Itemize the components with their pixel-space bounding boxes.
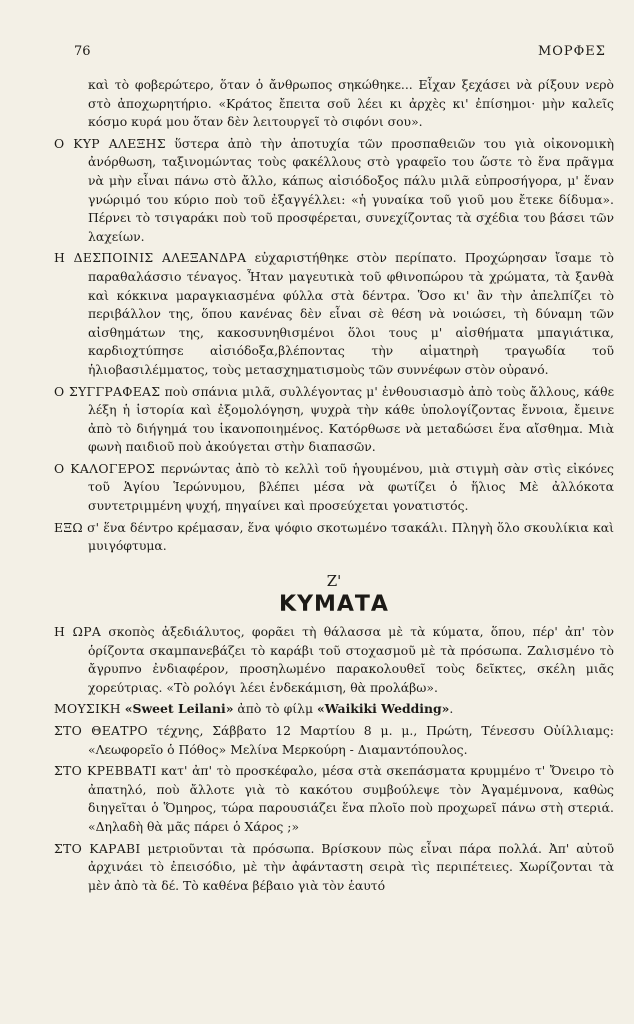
paragraph-lead: ΜΟΥΣΙΚΗ	[54, 701, 121, 717]
paragraph-lead: Η ΩΡΑ	[54, 624, 102, 640]
paragraph-karavi	[54, 840, 614, 896]
running-head: ΜΟΡΦΕΣ	[537, 44, 606, 59]
paragraph-lead: ΣΤΟ ΘΕΑΤΡΟ	[54, 723, 148, 738]
page-header	[74, 44, 606, 64]
paragraph-text: σκοπὸς ἀξεδιάλυτος, φορᾶει τὴ θάλασσα μὲ τὰ κύματα, ὅπου, πέρ' ἀπ' τὸν ὁρίζοντα σκαμπανεβάζει τὸ καράβι τοῦ στοχασμοῦ μὲ τὰ πρόσωπα. Ζαλισμένο τὸ ἄγρυπνο ἐνδιαφέρον, προσηλωμένο παρακολουθεῖ τοὺς δεῖκτες, σκέλη μιᾶς χορεύτριας. «Τὸ ρολόγι λέει ἑνδεκάμιση, θὰ προλάβω».	[88, 624, 614, 695]
paragraph-continuation	[54, 76, 614, 132]
paragraph-lead: Ο ΣΥΓΓΡΑΦΕΑΣ	[54, 383, 161, 399]
song-title: «Sweet Leilani»	[124, 701, 234, 717]
paragraph-lead: ΣΤΟ ΚΑΡΑΒΙ	[54, 840, 141, 856]
paragraph-lead: ΣΤΟ ΚΡΕΒΒΑΤΙ	[54, 763, 157, 779]
paragraph-lead: Η ΔΕΣΠΟΙΝΙΣ ΑΛΕΞΑΝΔΡΑ	[54, 250, 247, 266]
paragraph-kalogeros	[54, 460, 614, 516]
page-number: 76	[74, 44, 91, 59]
paragraph-text: σ' ἕνα δέντρο κρέμασαν, ἕνα ψόφιο σκοτωμένο τσακάλι. Πληγὴ ὅλο σκουλίκια καὶ μυιγόφτυμα.	[82, 519, 614, 554]
paragraph-text-end: .	[449, 701, 454, 717]
paragraph-syggrafeas	[54, 383, 614, 457]
paragraph-text: κατ' ἀπ' τὸ προσκέφαλο, μέσα στὰ σκεπάσματα κρυμμένο τ' Ὄνειρο τὸ ἀπατηλό, ποὺ ἄλλοτε γιὰ τὸ κακότου συμβούλεψε τὸν Ἀγαμέμνονα, καθὼς διηγεῖται ὁ Ὅμηρος, τώρα παρουσιάζει ἕνα πλοῖο ποὺ προχωρεῖ πάνω στὴ στεριά. «Δηλαδὴ θὰ μᾶς πάρει ὁ Χάρος ;»	[88, 763, 614, 834]
paragraph-text: μετριοῦνται τὰ πρόσωπα. Βρίσκουν πὼς εἶναι πάρα πολλά. Ἀπ' αὐτοῦ ἀρχινάει τὸ ἐπεισόδιο, μὲ τὴν ἀφάνταστη σειρὰ τὶς περιπέτειες. Χωρίζονται τὰ μὲν ἀπὸ τὰ δέ. Τὸ καθένα βέβαιο γιὰ τὸν ἑαυτό	[88, 840, 614, 893]
paragraph-kyr-alexis	[54, 135, 614, 247]
paragraph-text: εὐχαριστήθηκε στὸν περίπατο. Προχώρησαν ἴσαμε τὸ παραθαλάσσιο τέναγος. Ἦταν μαγευτικὰ τοῦ φθινοπώρου τὰ χρώματα, τὰ ξανθὰ καὶ κόκκινα μαραγκιασμένα φύλλα στὰ δέντρα. Ὅσο κι' ἂν τὴν ἀπελπίζει τὸ περιβάλλον της, ὅπου κανένας δὲν εἶναι σὲ θέση νὰ νοιώσει, τὴ δύναμη τῶν αἰσθημάτων της, κακοσυνηθισμένοι ὅλοι τους μ' αἰσθήματα μπαγιάτικα, καρδιοχτύπησε αἰσιόδοξα,βλέποντας τὴν αἱματηρὴ τραγωδία τοῦ ἡλιοβασιλέμματος, τοὺς μετασχηματισμοὺς τῶν συννέφων στὸν οὐρανό.	[88, 250, 615, 377]
paragraph-lead: Ο ΚΑΛΟΓΕΡΟΣ	[54, 460, 156, 476]
paragraph-text: καὶ τὸ φοβερώτερο, ὅταν ὁ ἄνθρωπος σηκώθηκε... Εἶχαν ξεχάσει νὰ ρίξουν νερὸ στὸ ἀποχωρητήριο. «Κράτος ἔπειτα σοῦ λέει κι ἀρχὲς κι' ἐπίσημοι· μὴν καλεῖς κόσμο κυρά μου ὅταν δὲν λειτουργεῖ τὸ σιφόνι σου».	[88, 77, 614, 130]
paragraph-ora	[54, 623, 614, 697]
film-title: «Waikiki Wedding»	[316, 701, 450, 717]
section-number: Ζ'	[326, 571, 342, 590]
paragraph-lead: ΕΞΩ	[54, 519, 83, 535]
paragraph-lead: Ο ΚΥΡ ΑΛΕΞΗΣ	[54, 135, 166, 151]
paragraph-text: ὕστερα ἀπὸ τὴν ἀποτυχία τῶν προσπαθειῶν του γιὰ οἰκονομικὴ ἀνόρθωση, ταξινομώντας τοὺς φακέλλους στὸ γραφεῖο του ὥστε τὸ ἕνα πρᾶγμα νὰ μὴν εἶναι πάνω στὸ ἄλλο, κάπως αἰσιόδοξος πάλυ μιλᾶ εὐπροσήγορα, μ' ἕναν γνώριμό του κύριο ποὺ τοῦ ἐξαγγέλλει: «ἡ γυναίκα τοῦ γιοῦ μου ἔτεκε δίδυμα». Πέρνει τὸ τσιγαράκι ποὺ τοῦ προσφέρεται, συνεχίζοντας τὰ σχέδια του βάσει τῶν λαχείων.	[88, 135, 615, 244]
page-body	[54, 76, 614, 898]
paragraph-despoinis-alexandra	[54, 249, 614, 379]
paragraph-exo	[54, 519, 614, 556]
paragraph-theatro	[54, 722, 614, 759]
paragraph-text: περνώντας ἀπὸ τὸ κελλὶ τοῦ ἡγουμένου, μιὰ στιγμὴ σὰν στὶς εἰκόνες τοῦ Ἁγίου Ἱερώνυμου, βλέπει μέσα νὰ φωτίζει ὁ ἥλιος Μὲ ἀλλόκοτα συντετριμμένη ψυχή, πηγαίνει καὶ προσεύχεται γονατιστός.	[88, 460, 614, 514]
paragraph-krevvati	[54, 762, 614, 836]
paragraph-text: ἀπὸ τὸ φίλμ	[233, 701, 317, 717]
paragraph-text: τέχνης, Σάββατο 12 Μαρτίου 8 μ. μ., Πρώτη, Τένεσσυ Οὐίλλιαμς: «Λεωφορεῖο ὁ Πόθος» Μελίνα Μερκούρη - Διαμαντόπουλος.	[88, 723, 614, 757]
paragraph-mousiki	[54, 700, 614, 719]
paragraph-text: ποὺ σπάνια μιλᾶ, συλλέγοντας μ' ἐνθουσιασμὸ ἀπὸ τοὺς ἄλλους, κάθε λέξη ἡ ἱστορία καὶ ἐξομολόγηση, ψυχρὰ τὴν κάθε ὑπολογίζοντας ἔννοια, ἔμεινε ἀπὸ τὸ διήγημά του ἱκανοποιημένος. Κατόρθωσε νὰ μεταδώσει ἕνα αἴσθημα. Μιὰ φωνὴ παιδιοῦ ποὺ ἀκούγεται στὴν διαπασῶν.	[88, 383, 615, 455]
section-title: ΚΥΜΑΤΑ	[279, 592, 389, 618]
